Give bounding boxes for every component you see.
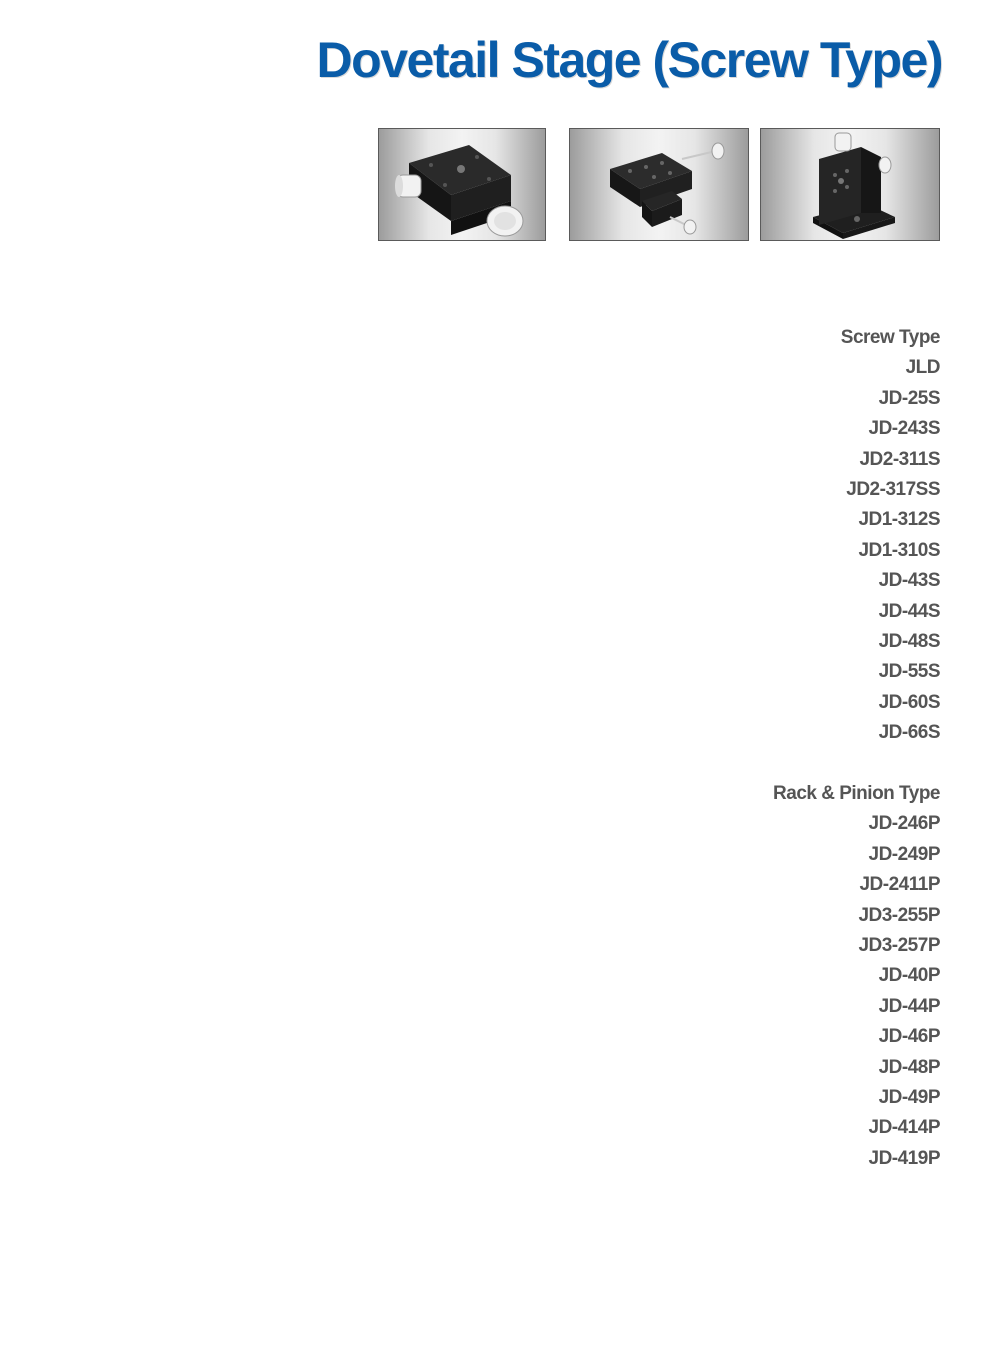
model-link[interactable]: JD-60S [878,691,940,713]
model-link[interactable]: JD-49P [878,1086,940,1108]
screw-type-heading: Screw Type [840,327,940,348]
model-link[interactable]: JD-66S [878,722,940,744]
model-link[interactable]: JD-25S [878,387,940,409]
model-link[interactable]: JD-55S [878,661,940,683]
screw-type-list [841,323,940,748]
model-link[interactable]: JD-44P [878,995,940,1017]
model-link[interactable]: JD3-255P [858,904,940,926]
model-link[interactable]: JD2-311S [859,448,940,470]
model-link[interactable]: JD1-310S [858,539,940,561]
xy-stage-long-illustration [570,129,748,240]
model-link[interactable]: JD-48P [878,1056,940,1078]
model-link[interactable]: JD-414P [868,1117,940,1139]
rack-pinion-type-list [773,779,940,1174]
model-link[interactable]: JD-48S [878,630,940,652]
model-link[interactable]: JD1-312S [858,509,940,531]
xz-dovetail-stage-photo [760,128,940,241]
model-link[interactable]: JD-43S [878,570,940,592]
page-title: Dovetail Stage (Screw Type) [316,32,942,88]
model-link[interactable]: JLD [905,357,940,379]
xy-dovetail-stage-long-photo [569,128,749,241]
xy-stage-illustration [379,129,545,240]
rack-pinion-type-heading: Rack & Pinion Type [773,783,940,804]
model-link[interactable]: JD-2411P [859,874,940,896]
model-link[interactable]: JD-249P [868,843,940,865]
model-link[interactable]: JD-40P [878,965,940,987]
model-link[interactable]: JD-46P [878,1026,940,1048]
xz-stage-illustration [761,129,939,240]
model-link[interactable]: JD-419P [868,1147,940,1169]
model-link[interactable]: JD2-317SS [846,478,940,500]
xy-dovetail-stage-photo [378,128,546,241]
model-link[interactable]: JD-44S [878,600,940,622]
model-link[interactable]: JD-246P [868,813,940,835]
model-link[interactable]: JD-243S [868,418,940,440]
model-link[interactable]: JD3-257P [858,934,940,956]
